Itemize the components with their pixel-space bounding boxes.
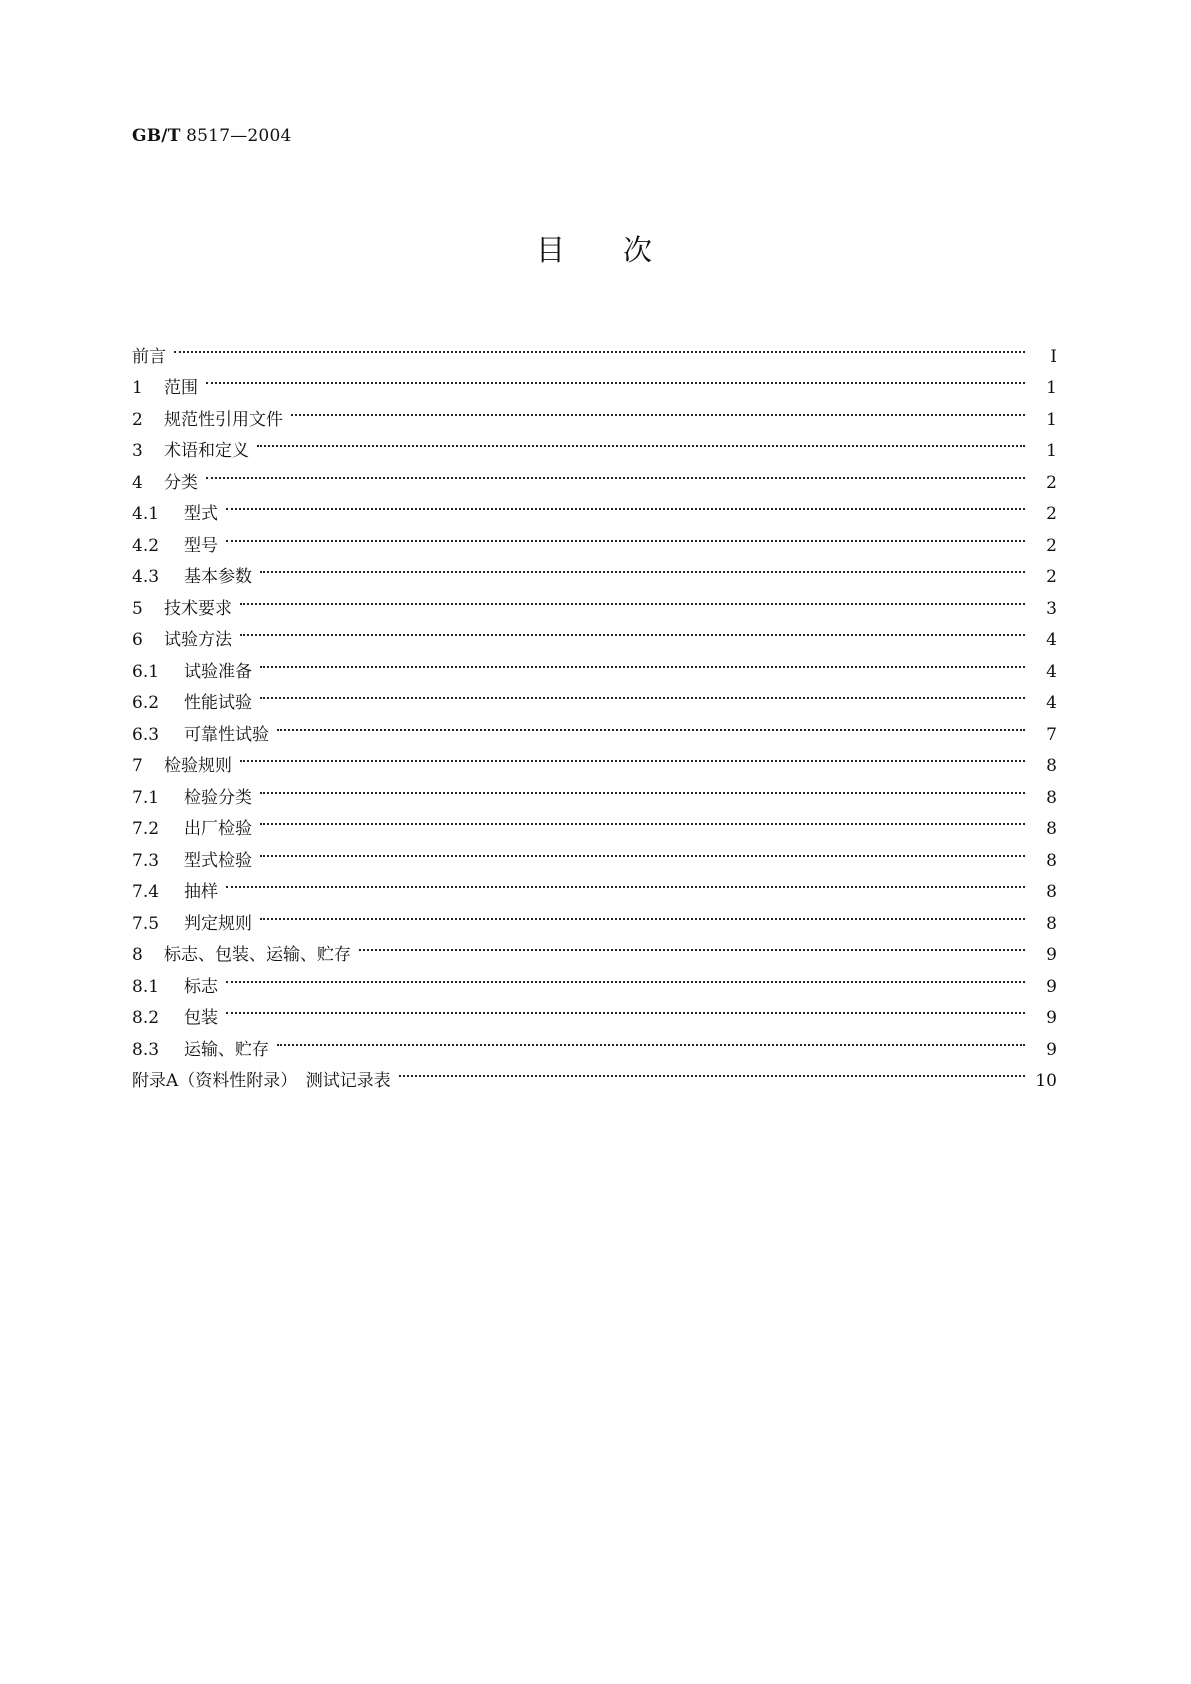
toc-dot-leader xyxy=(277,1023,1029,1055)
toc-entry-page: 9 xyxy=(1046,945,1057,965)
toc-entry[interactable] xyxy=(132,393,1057,430)
toc-entry-number: 7.3 xyxy=(132,850,160,871)
toc-entry-page: 8 xyxy=(1046,756,1057,776)
toc-entry[interactable] xyxy=(132,929,1057,965)
toc-entry-label: 包装 xyxy=(184,1008,218,1028)
toc-entry[interactable] xyxy=(132,614,1057,650)
toc-entry-number: 7.5 xyxy=(132,913,160,934)
toc-dot-leader xyxy=(226,960,1029,992)
toc-dot-leader xyxy=(291,393,1029,425)
toc-entry[interactable] xyxy=(132,740,1057,776)
toc-entry[interactable] xyxy=(132,330,1057,367)
toc-dot-leader xyxy=(240,740,1029,772)
toc-entry-label: 检验规则 xyxy=(164,756,232,776)
toc-dot-leader xyxy=(277,708,1029,740)
toc-entry-page: 2 xyxy=(1046,504,1057,524)
toc-entry[interactable] xyxy=(132,803,1057,839)
toc-entry[interactable] xyxy=(132,771,1057,808)
toc-entry-number: 7.2 xyxy=(132,819,160,839)
toc-entry-page: 7 xyxy=(1046,724,1057,745)
toc-entry-label: 分类 xyxy=(164,472,198,493)
toc-entry-page: 1 xyxy=(1046,409,1057,430)
toc-entry-label: 型式检验 xyxy=(184,850,252,871)
toc-entry-page: 8 xyxy=(1046,819,1057,839)
toc-entry-page: 8 xyxy=(1046,850,1057,871)
toc-entry-label: 性能试验 xyxy=(184,693,252,713)
toc-entry-number: 7.4 xyxy=(132,882,160,902)
toc-dot-leader xyxy=(206,362,1029,394)
toc-entry-page: 3 xyxy=(1046,598,1057,619)
toc-dot-leader xyxy=(226,519,1029,551)
toc-entry-number: 5 xyxy=(132,598,143,619)
toc-entry-label: 基本参数 xyxy=(184,567,252,587)
toc-entry-page: 4 xyxy=(1046,693,1057,713)
toc-entry[interactable] xyxy=(132,708,1057,745)
toc-entry-number: 1 xyxy=(132,378,143,398)
toc-entry-number: 4 xyxy=(132,472,143,493)
toc-entry-page: 9 xyxy=(1046,1008,1057,1028)
toc-entry[interactable] xyxy=(132,1023,1057,1060)
toc-entry[interactable] xyxy=(132,551,1057,587)
toc-entry-number: 6 xyxy=(132,630,143,650)
toc-entry-page: 9 xyxy=(1046,976,1057,997)
toc-entry-page: 8 xyxy=(1046,913,1057,934)
toc-entry-number: 6.1 xyxy=(132,661,160,682)
toc-entry-label: 试验方法 xyxy=(164,630,232,650)
toc-entry-label: 运输、贮存 xyxy=(184,1039,269,1060)
toc-entry[interactable] xyxy=(132,992,1057,1028)
toc-entry-label: 可靠性试验 xyxy=(184,724,269,745)
toc-entry[interactable] xyxy=(132,677,1057,713)
toc-dot-leader xyxy=(226,866,1029,898)
toc-entry-number: 4.2 xyxy=(132,535,160,556)
toc-entry-label: 出厂检验 xyxy=(184,819,252,839)
toc-entry-label: 检验分类 xyxy=(184,787,252,808)
toc-entry-label: 试验准备 xyxy=(184,661,252,682)
toc-entry-page: 8 xyxy=(1046,882,1057,902)
toc-entry-label: 抽样 xyxy=(184,882,218,902)
toc-entry-page: 4 xyxy=(1046,661,1057,682)
toc-dot-leader xyxy=(226,488,1029,520)
toc-entry[interactable] xyxy=(132,645,1057,682)
toc-dot-leader xyxy=(260,677,1029,709)
toc-dot-leader xyxy=(240,582,1029,614)
toc-entry[interactable] xyxy=(132,456,1057,493)
standard-code-number: 8517—2004 xyxy=(180,126,292,146)
toc-entry-number: 7.1 xyxy=(132,787,160,808)
toc-dot-leader xyxy=(206,456,1029,488)
page-title: 目次 xyxy=(536,233,711,267)
toc-entry-page: 2 xyxy=(1046,535,1057,556)
toc-entry-number: 7 xyxy=(132,756,143,776)
toc-entry-page: 1 xyxy=(1046,378,1057,398)
toc-entry[interactable] xyxy=(132,582,1057,619)
toc-entry-page: 2 xyxy=(1046,472,1057,493)
toc-dot-leader xyxy=(174,330,1029,362)
toc-dot-leader xyxy=(399,1055,1029,1087)
toc-entry[interactable] xyxy=(132,866,1057,902)
toc-entry-page: 1 xyxy=(1046,441,1057,461)
toc-entry-label: 规范性引用文件 xyxy=(164,409,283,430)
toc-entry-number: 3 xyxy=(132,441,143,461)
toc-entry-number: 8.2 xyxy=(132,1008,160,1028)
toc-entry[interactable] xyxy=(132,834,1057,871)
standard-code xyxy=(132,126,291,146)
toc-entry[interactable] xyxy=(132,960,1057,997)
table-of-contents xyxy=(132,330,1057,1091)
toc-entry-label: 标志 xyxy=(184,976,218,997)
toc-entry-page: I xyxy=(1050,346,1057,367)
toc-dot-leader xyxy=(359,929,1029,961)
toc-entry-label: 范围 xyxy=(164,378,198,398)
toc-entry-number: 8 xyxy=(132,945,143,965)
toc-dot-leader xyxy=(260,551,1029,583)
toc-dot-leader xyxy=(240,614,1029,646)
toc-entry-number: 8.3 xyxy=(132,1039,160,1060)
toc-entry-label: 术语和定义 xyxy=(164,441,249,461)
toc-entry-page: 4 xyxy=(1046,630,1057,650)
toc-entry-number: 6.3 xyxy=(132,724,160,745)
toc-dot-leader xyxy=(260,897,1029,929)
toc-entry-label: 标志、包装、运输、贮存 xyxy=(164,945,351,965)
toc-dot-leader xyxy=(260,771,1029,803)
toc-dot-leader xyxy=(257,425,1029,457)
toc-entry[interactable] xyxy=(132,897,1057,934)
toc-entry-label: 技术要求 xyxy=(164,598,232,619)
toc-entry-page: 9 xyxy=(1046,1039,1057,1060)
toc-dot-leader xyxy=(260,645,1029,677)
toc-entry[interactable] xyxy=(132,488,1057,524)
toc-dot-leader xyxy=(260,803,1029,835)
toc-entry-page: 8 xyxy=(1046,787,1057,808)
toc-entry-number: 8.1 xyxy=(132,976,160,997)
toc-entry-number: 6.2 xyxy=(132,693,160,713)
toc-entry-label: 附录A（资料性附录） 测试记录表 xyxy=(132,1071,391,1091)
toc-dot-leader xyxy=(260,834,1029,866)
toc-entry[interactable] xyxy=(132,519,1057,556)
toc-entry[interactable] xyxy=(132,362,1057,398)
toc-entry-page: 2 xyxy=(1046,567,1057,587)
toc-entry-label: 型号 xyxy=(184,535,218,556)
toc-entry-label: 型式 xyxy=(184,504,218,524)
toc-entry-number: 4.1 xyxy=(132,504,160,524)
toc-entry[interactable] xyxy=(132,425,1057,461)
toc-entry-number: 4.3 xyxy=(132,567,160,587)
toc-entry-number: 2 xyxy=(132,409,143,430)
toc-entry-label: 前言 xyxy=(132,346,166,367)
toc-entry-page: 10 xyxy=(1035,1071,1057,1091)
toc-entry-label: 判定规则 xyxy=(184,913,252,934)
standard-code-prefix: GB/T xyxy=(132,126,181,146)
toc-dot-leader xyxy=(226,992,1029,1024)
